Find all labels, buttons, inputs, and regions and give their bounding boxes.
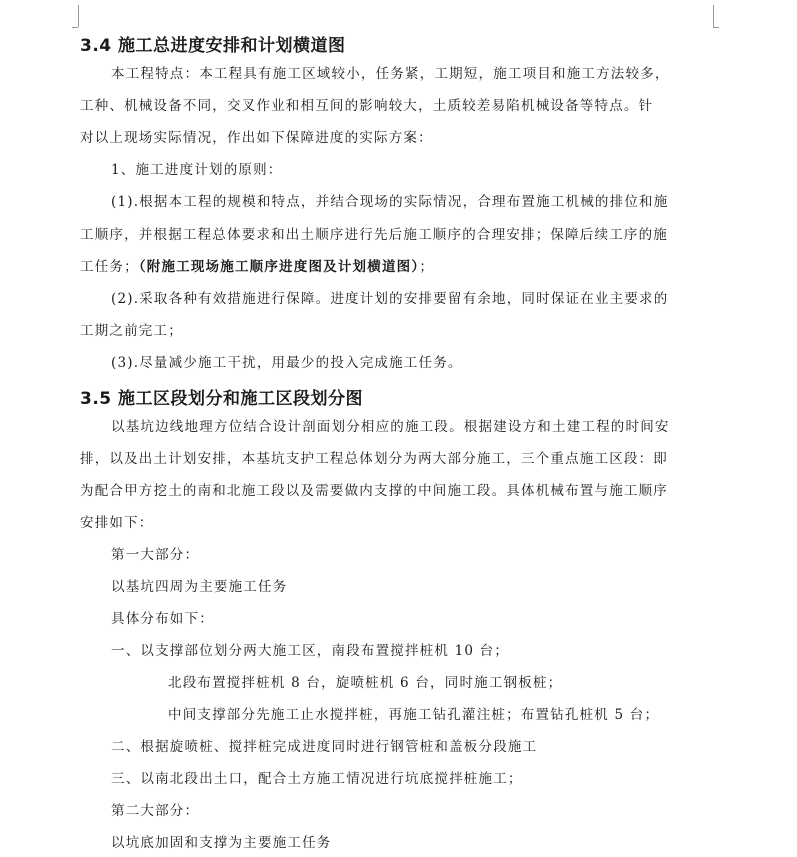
section-heading-3-5: 3.5 施工区段划分和施工区段划分图 — [80, 389, 364, 409]
paragraph-line: 以坑底加固和支撑为主要施工任务 — [111, 835, 332, 851]
paragraph-line: 工顺序，并根据工程总体要求和出土顺序进行先后施工顺序的合理安排；保障后续工序的施 — [80, 227, 668, 243]
margin-corner-mark-right-tick — [713, 27, 719, 28]
paragraph-line: 对以上现场实际情况，作出如下保障进度的实际方案： — [80, 130, 433, 146]
paragraph-line: 工期之前完工； — [80, 323, 183, 339]
paragraph-line: 本工程特点：本工程具有施工区域较小，任务紧，工期短，施工项目和施工方法较多， — [111, 66, 670, 82]
paragraph-line — [80, 258, 434, 276]
margin-corner-mark-left — [78, 5, 79, 27]
paragraph-line: 以基坑边线地理方位结合设计剖面划分相应的施工段。根据建设方和土建工程的时间安 — [111, 419, 670, 435]
paragraph-line: 第二大部分： — [111, 803, 200, 819]
section-heading-3-4: 3.4 施工总进度安排和计划横道图 — [80, 36, 346, 56]
paragraph-line-text: 工任务； — [80, 259, 139, 275]
paragraph-line: 安排如下： — [80, 515, 154, 531]
paragraph-line: 排，以及出土计划安排，本基坑支护工程总体划分为两大部分施工，三个重点施工区段：即 — [80, 451, 668, 467]
paragraph-line: 以基坑四周为主要施工任务 — [111, 579, 288, 595]
paragraph-line: 为配合甲方挖土的南和北施工段以及需要做内支撑的中间施工段。具体机械布置与施工顺序 — [80, 483, 668, 499]
paragraph-line: 第一大部分： — [111, 547, 200, 563]
paragraph-line: 工种、机械设备不同，交叉作业和相互间的影响较大，土质较差易陷机械设备等特点。针 — [80, 98, 654, 114]
paragraph-line: 中间支撑部分先施工止水搅拌桩，再施工钻孔灌注桩；布置钻孔桩机 5 台； — [168, 707, 660, 723]
list-heading: 1、施工进度计划的原则： — [111, 162, 283, 178]
paragraph-line: 一、以支撑部位划分两大施工区，南段布置搅拌桩机 10 台； — [111, 643, 510, 659]
paragraph-line-punct: ； — [419, 259, 435, 275]
paragraph-line: 三、以南北段出土口，配合土方施工情况进行坑底搅拌桩施工； — [111, 771, 523, 787]
paragraph-line: (2).采取各种有效措施进行保障。进度计划的安排要留有余地，同时保证在业主要求的 — [111, 291, 669, 307]
paragraph-line: 具体分布如下： — [111, 611, 214, 627]
paragraph-line: (3).尽量减少施工干扰，用最少的投入完成施工任务。 — [111, 355, 463, 371]
margin-corner-mark-left-tick — [72, 27, 78, 28]
paragraph-line: (1).根据本工程的规模和特点，并结合现场的实际情况，合理布置施工机械的排位和施 — [111, 194, 669, 210]
bold-reference-text: （附施工现场施工顺序进度图及计划横道图） — [138, 259, 420, 275]
margin-corner-mark-right — [713, 5, 714, 27]
paragraph-line: 二、根据旋喷桩、搅拌桩完成进度同时进行钢管桩和盖板分段施工 — [111, 739, 538, 755]
paragraph-line: 北段布置搅拌桩机 8 台，旋喷桩机 6 台，同时施工钢板桩； — [168, 675, 563, 691]
